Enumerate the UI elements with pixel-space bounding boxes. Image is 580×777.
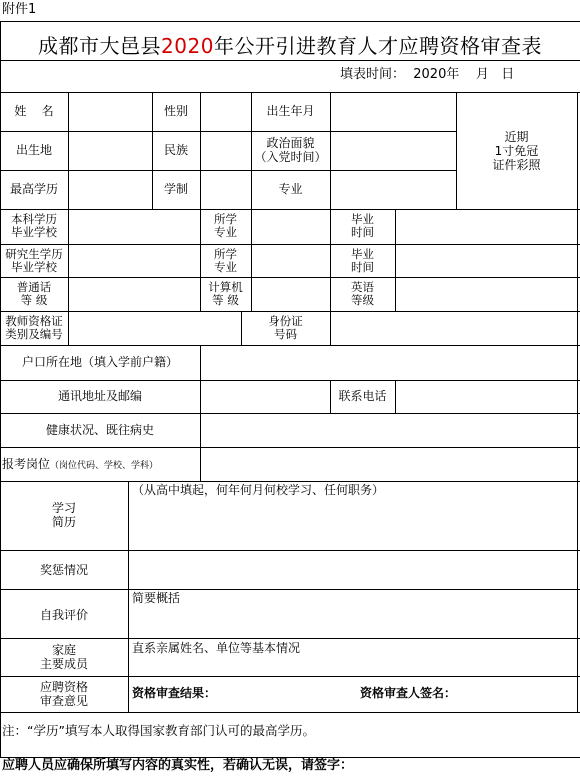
label-self-eval: 自我评价 [39, 608, 88, 622]
position-main: 报考岗位 [2, 457, 51, 471]
label-computer: 计算机 等 级 [208, 280, 243, 307]
label-review: 应聘资格 审查意见 [39, 680, 88, 708]
title-prefix: 成都市大邑县 [38, 34, 162, 58]
label-family: 家庭 主要成员 [39, 643, 88, 671]
label-birthplace: 出生地 [15, 143, 52, 157]
self-eval-hint: 简要概括 [132, 591, 181, 605]
label-bachelor-school: 本科学历 毕业学校 [11, 212, 57, 239]
label-name: 姓 名 [14, 104, 54, 118]
attachment-label: 附件1 [2, 2, 37, 17]
family-hint: 直系亲属姓名、单位等基本情况 [132, 641, 301, 655]
label-grad-major: 所学 专业 [214, 247, 237, 274]
label-grad-time: 毕业 时间 [351, 247, 374, 274]
label-teacher-cert: 教师资格证 类别及编号 [5, 314, 63, 341]
label-health: 健康状况、既往病史 [45, 423, 154, 437]
label-gender: 性别 [163, 104, 188, 118]
label-phone: 联系电话 [338, 389, 387, 403]
label-birth-date: 出生年月 [266, 104, 315, 118]
label-politics: 政治面貌 （入党时间） [254, 136, 327, 164]
label-duration: 学制 [163, 182, 188, 196]
title-suffix: 年公开引进教育人才应聘资格审查表 [213, 34, 542, 58]
photo-placeholder: 近期 1寸免冠 证件彩照 [492, 130, 541, 172]
fill-time: 填表时间： 2020年 月 日 [340, 67, 515, 82]
position-hint: （岗位代码、学校、学科） [50, 461, 159, 471]
label-bachelor-major: 所学 专业 [214, 212, 237, 239]
label-grad-school: 研究生学历 毕业学校 [5, 247, 63, 274]
page-title [0, 30, 580, 59]
reviewer-sign: 资格审查人签名： [360, 686, 457, 700]
label-study: 学习 简历 [51, 501, 76, 529]
study-hint: （从高中填起，何年何月何校学习、任何职务） [132, 483, 385, 497]
note: 注：“学历”填写本人取得国家教育部门认可的最高学历。 [2, 723, 315, 738]
label-highest-edu: 最高学历 [9, 182, 58, 196]
review-result: 资格审查结果： [132, 686, 217, 700]
declaration: 应聘人员应确保所填写内容的真实性，若确认无误，请签字： [2, 758, 354, 773]
label-ethnicity: 民族 [163, 143, 188, 157]
label-mandarin: 普通话 等 级 [16, 280, 52, 307]
label-bachelor-time: 毕业 时间 [351, 212, 374, 239]
label-position [2, 457, 200, 473]
label-english: 英语 等级 [351, 280, 374, 307]
label-id-card: 身份证 号码 [268, 314, 303, 341]
label-major: 专业 [278, 182, 303, 196]
label-hukou: 户口所在地（填入学前户籍） [21, 355, 178, 369]
label-address: 通讯地址及邮编 [57, 389, 142, 403]
label-rewards: 奖惩情况 [39, 563, 88, 577]
title-year: 2020 [161, 34, 214, 58]
